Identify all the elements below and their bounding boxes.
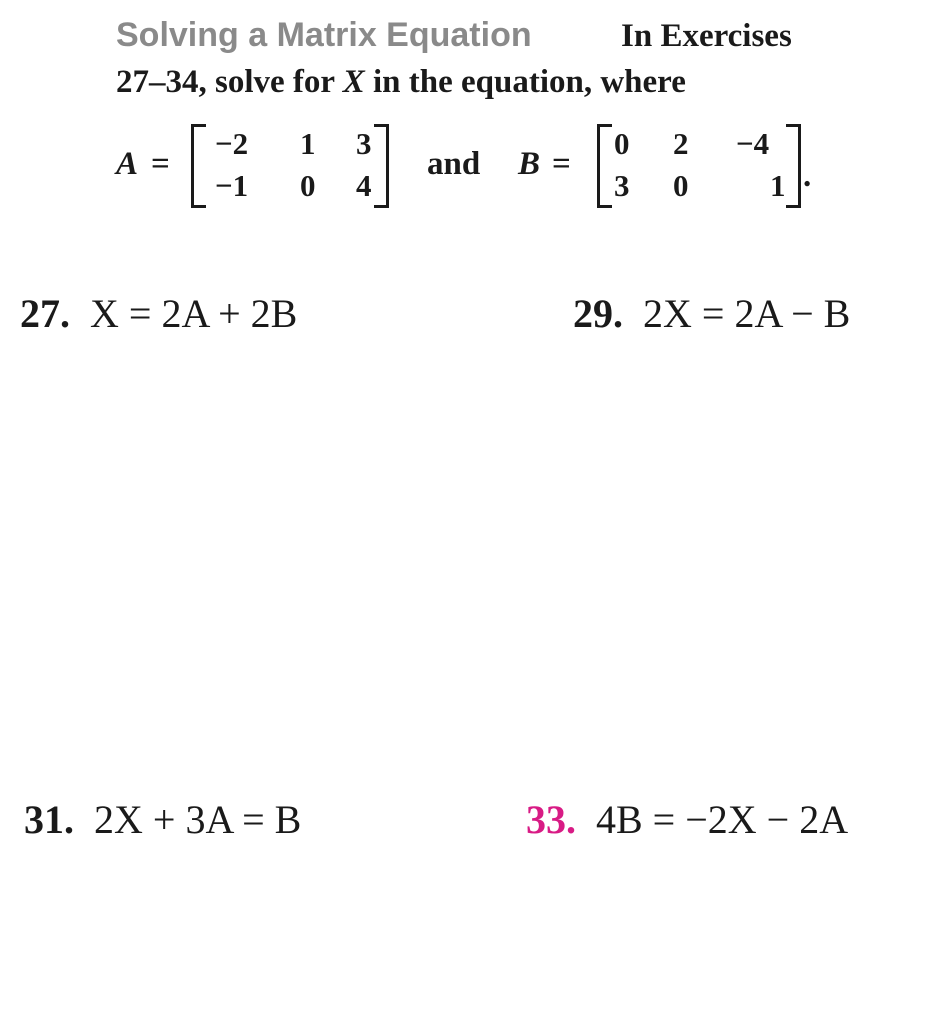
exercise-33	[526, 796, 848, 843]
matrix-b-cell: 2	[673, 126, 689, 161]
matrix-a-cell: 0	[300, 168, 316, 203]
exercise-31	[24, 796, 301, 843]
exercise-equation: 2X = 2A − B	[643, 291, 851, 336]
matrix-b-label: B	[518, 146, 541, 182]
exercise-equation: 4B = −2X − 2A	[596, 797, 849, 842]
exercise-29	[573, 290, 850, 337]
matrix-b-cell: 0	[673, 168, 689, 203]
matrix-a-right-bracket	[374, 124, 389, 208]
end-period: .	[803, 158, 812, 194]
exercise-equation: X = 2A + 2B	[90, 291, 298, 336]
matrix-b-right-bracket	[786, 124, 801, 208]
instruction-variable: X	[342, 64, 365, 100]
exercise-equation: 2X + 3A = B	[94, 797, 302, 842]
exercise-27	[20, 290, 297, 337]
matrix-b-equals: =	[552, 146, 571, 182]
matrix-b-cell: 3	[614, 168, 630, 203]
matrix-b-left-bracket	[597, 124, 612, 208]
matrix-a-left-bracket	[191, 124, 206, 208]
matrix-a-cell: 1	[300, 126, 316, 161]
matrix-a-cell: −2	[215, 126, 249, 161]
section-heading: Solving a Matrix Equation	[116, 16, 532, 54]
matrix-b-cell: −4	[736, 126, 770, 161]
and-word: and	[427, 146, 481, 182]
instruction-text	[116, 64, 686, 101]
exercise-number: 33.	[526, 797, 576, 842]
exercise-number: 29.	[573, 291, 623, 336]
exercise-number: 31.	[24, 797, 74, 842]
matrix-a-equals: =	[151, 146, 170, 182]
matrix-a-cell: 3	[356, 126, 372, 161]
instruction-prefix: 27–34, solve for	[116, 64, 335, 100]
exercise-number: 27.	[20, 291, 70, 336]
matrix-a-cell: −1	[215, 168, 249, 203]
instruction-lead-in: In Exercises	[621, 18, 792, 54]
matrix-a-label: A	[116, 146, 139, 182]
matrix-b-cell: 1	[770, 168, 786, 203]
instruction-suffix: in the equation, where	[372, 64, 686, 100]
matrix-a-cell: 4	[356, 168, 372, 203]
matrix-b-cell: 0	[614, 126, 630, 161]
